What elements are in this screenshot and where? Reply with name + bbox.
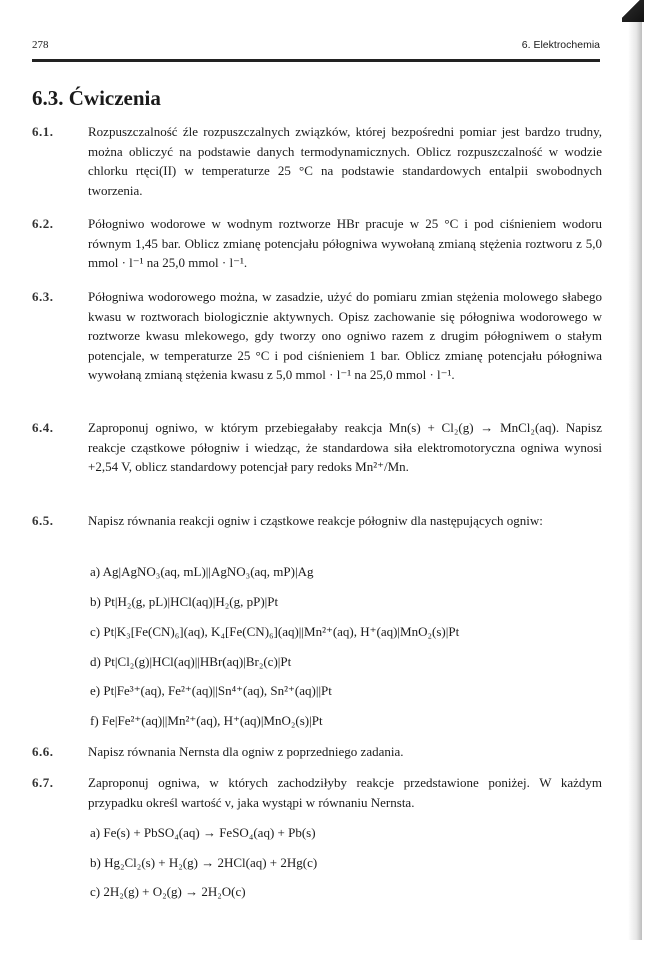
reaction-item: b) Hg₂Cl₂(s) + H₂(g) → 2HCl(aq) + 2Hg(c) — [90, 855, 318, 870]
exercise-text: Rozpuszczalność źle rozpuszczalnych związków, której bezpośredni pomiar jest bardzo trudny, można obliczyć na podstawie danych termodynamicznych. Oblicz rozpuszczalność w wodzie chlorku rtęci(II) w temperaturze 25 °C na podstawie standardowych entalpii swobodnych tworzenia. — [88, 124, 602, 198]
exercise-text: Zaproponuj ogniwa, w których zachodziłyby reakcje przedstawione poniżej. W każdym przypadku określ wartość ν, jaka wystąpi w równaniu Nernsta. — [88, 775, 602, 810]
header-rule — [32, 59, 600, 62]
exercise-number: 6.5. — [32, 513, 54, 528]
page-number: 278 — [32, 39, 49, 51]
reaction-item: c) 2H₂(g) + O₂(g) → 2H₂O(c) — [90, 884, 246, 899]
chapter-title: 6. Elektrochemia — [521, 39, 600, 51]
section-title: 6.3. Ćwiczenia — [32, 86, 161, 110]
exercise-number: 6.3. — [32, 289, 54, 304]
cell-item: f) Fe|Fe²⁺(aq)||Mn²⁺(aq), H⁺(aq)|MnO₂(s)|Pt — [90, 713, 323, 728]
exercise-number: 6.6. — [32, 744, 54, 759]
page-edge-shadow — [628, 0, 642, 940]
exercise-number: 6.1. — [32, 124, 54, 139]
exercise-text: Półogniwo wodorowe w wodnym roztworze HBr pracuje w 25 °C i pod ciśnieniem wodoru równym 1,45 bar. Oblicz zmianę potencjału półogniwa wywołaną zmianą stężenia roztworu z 5,0 mmol · l⁻¹ na 25,0 mmol · l⁻¹. — [88, 216, 602, 270]
cell-item: c) Pt|K₃[Fe(CN)₆](aq), K₄[Fe(CN)₆](aq)||Mn²⁺(aq), H⁺(aq)|MnO₂(s)|Pt — [90, 624, 460, 639]
cell-item: a) Ag|AgNO₃(aq, mL)||AgNO₃(aq, mP)|Ag — [90, 564, 314, 579]
running-header — [32, 39, 600, 53]
exercise-text: Półogniwa wodorowego można, w zasadzie, użyć do pomiaru zmian stężenia molowego słabego kwasu w roztworach biologicznie aktywnych. Opisz zachowanie się półogniwa wodorowego w roztworze kwasu mlekowego, gdy tworzy ono ogniwo razem z drugim półogniwem o stałym potencjale, w temperaturze 25 °C i pod ciśnieniem 1 bar. Oblicz zmianę potencjału półogniwa wywołaną zmianą stężenia kwasu z 5,0 mmol · l⁻¹ na 25,0 mmol · l⁻¹. — [88, 289, 602, 382]
exercise-number: 6.4. — [32, 420, 54, 435]
exercise-number: 6.2. — [32, 216, 54, 231]
exercise-text: Napisz równania reakcji ogniw i cząstkowe reakcje półogniw dla następujących ogniw: — [88, 513, 543, 528]
exercise-text: Napisz równania Nernsta dla ogniw z poprzedniego zadania. — [88, 744, 404, 759]
page-corner — [622, 0, 644, 22]
exercise-text: Zaproponuj ogniwo, w którym przebiegałaby reakcja Mn(s) + Cl₂(g) → MnCl₂(aq). Napisz reakcje cząstkowe półogniw i wiedząc, że standardowa siła elektromotoryczna ogniwa wynosi +2,54 V, oblicz standardowy potencjał pary redoks Mn²⁺/Mn. — [88, 420, 602, 474]
cell-item: b) Pt|H₂(g, pL)|HCl(aq)|H₂(g, pP)|Pt — [90, 594, 279, 609]
exercise-number: 6.7. — [32, 775, 54, 790]
cell-item: e) Pt|Fe³⁺(aq), Fe²⁺(aq)||Sn⁴⁺(aq), Sn²⁺(aq)||Pt — [90, 683, 332, 698]
reaction-item: a) Fe(s) + PbSO₄(aq) → FeSO₄(aq) + Pb(s) — [90, 825, 316, 840]
cell-item: d) Pt|Cl₂(g)|HCl(aq)||HBr(aq)|Br₂(c)|Pt — [90, 654, 292, 669]
